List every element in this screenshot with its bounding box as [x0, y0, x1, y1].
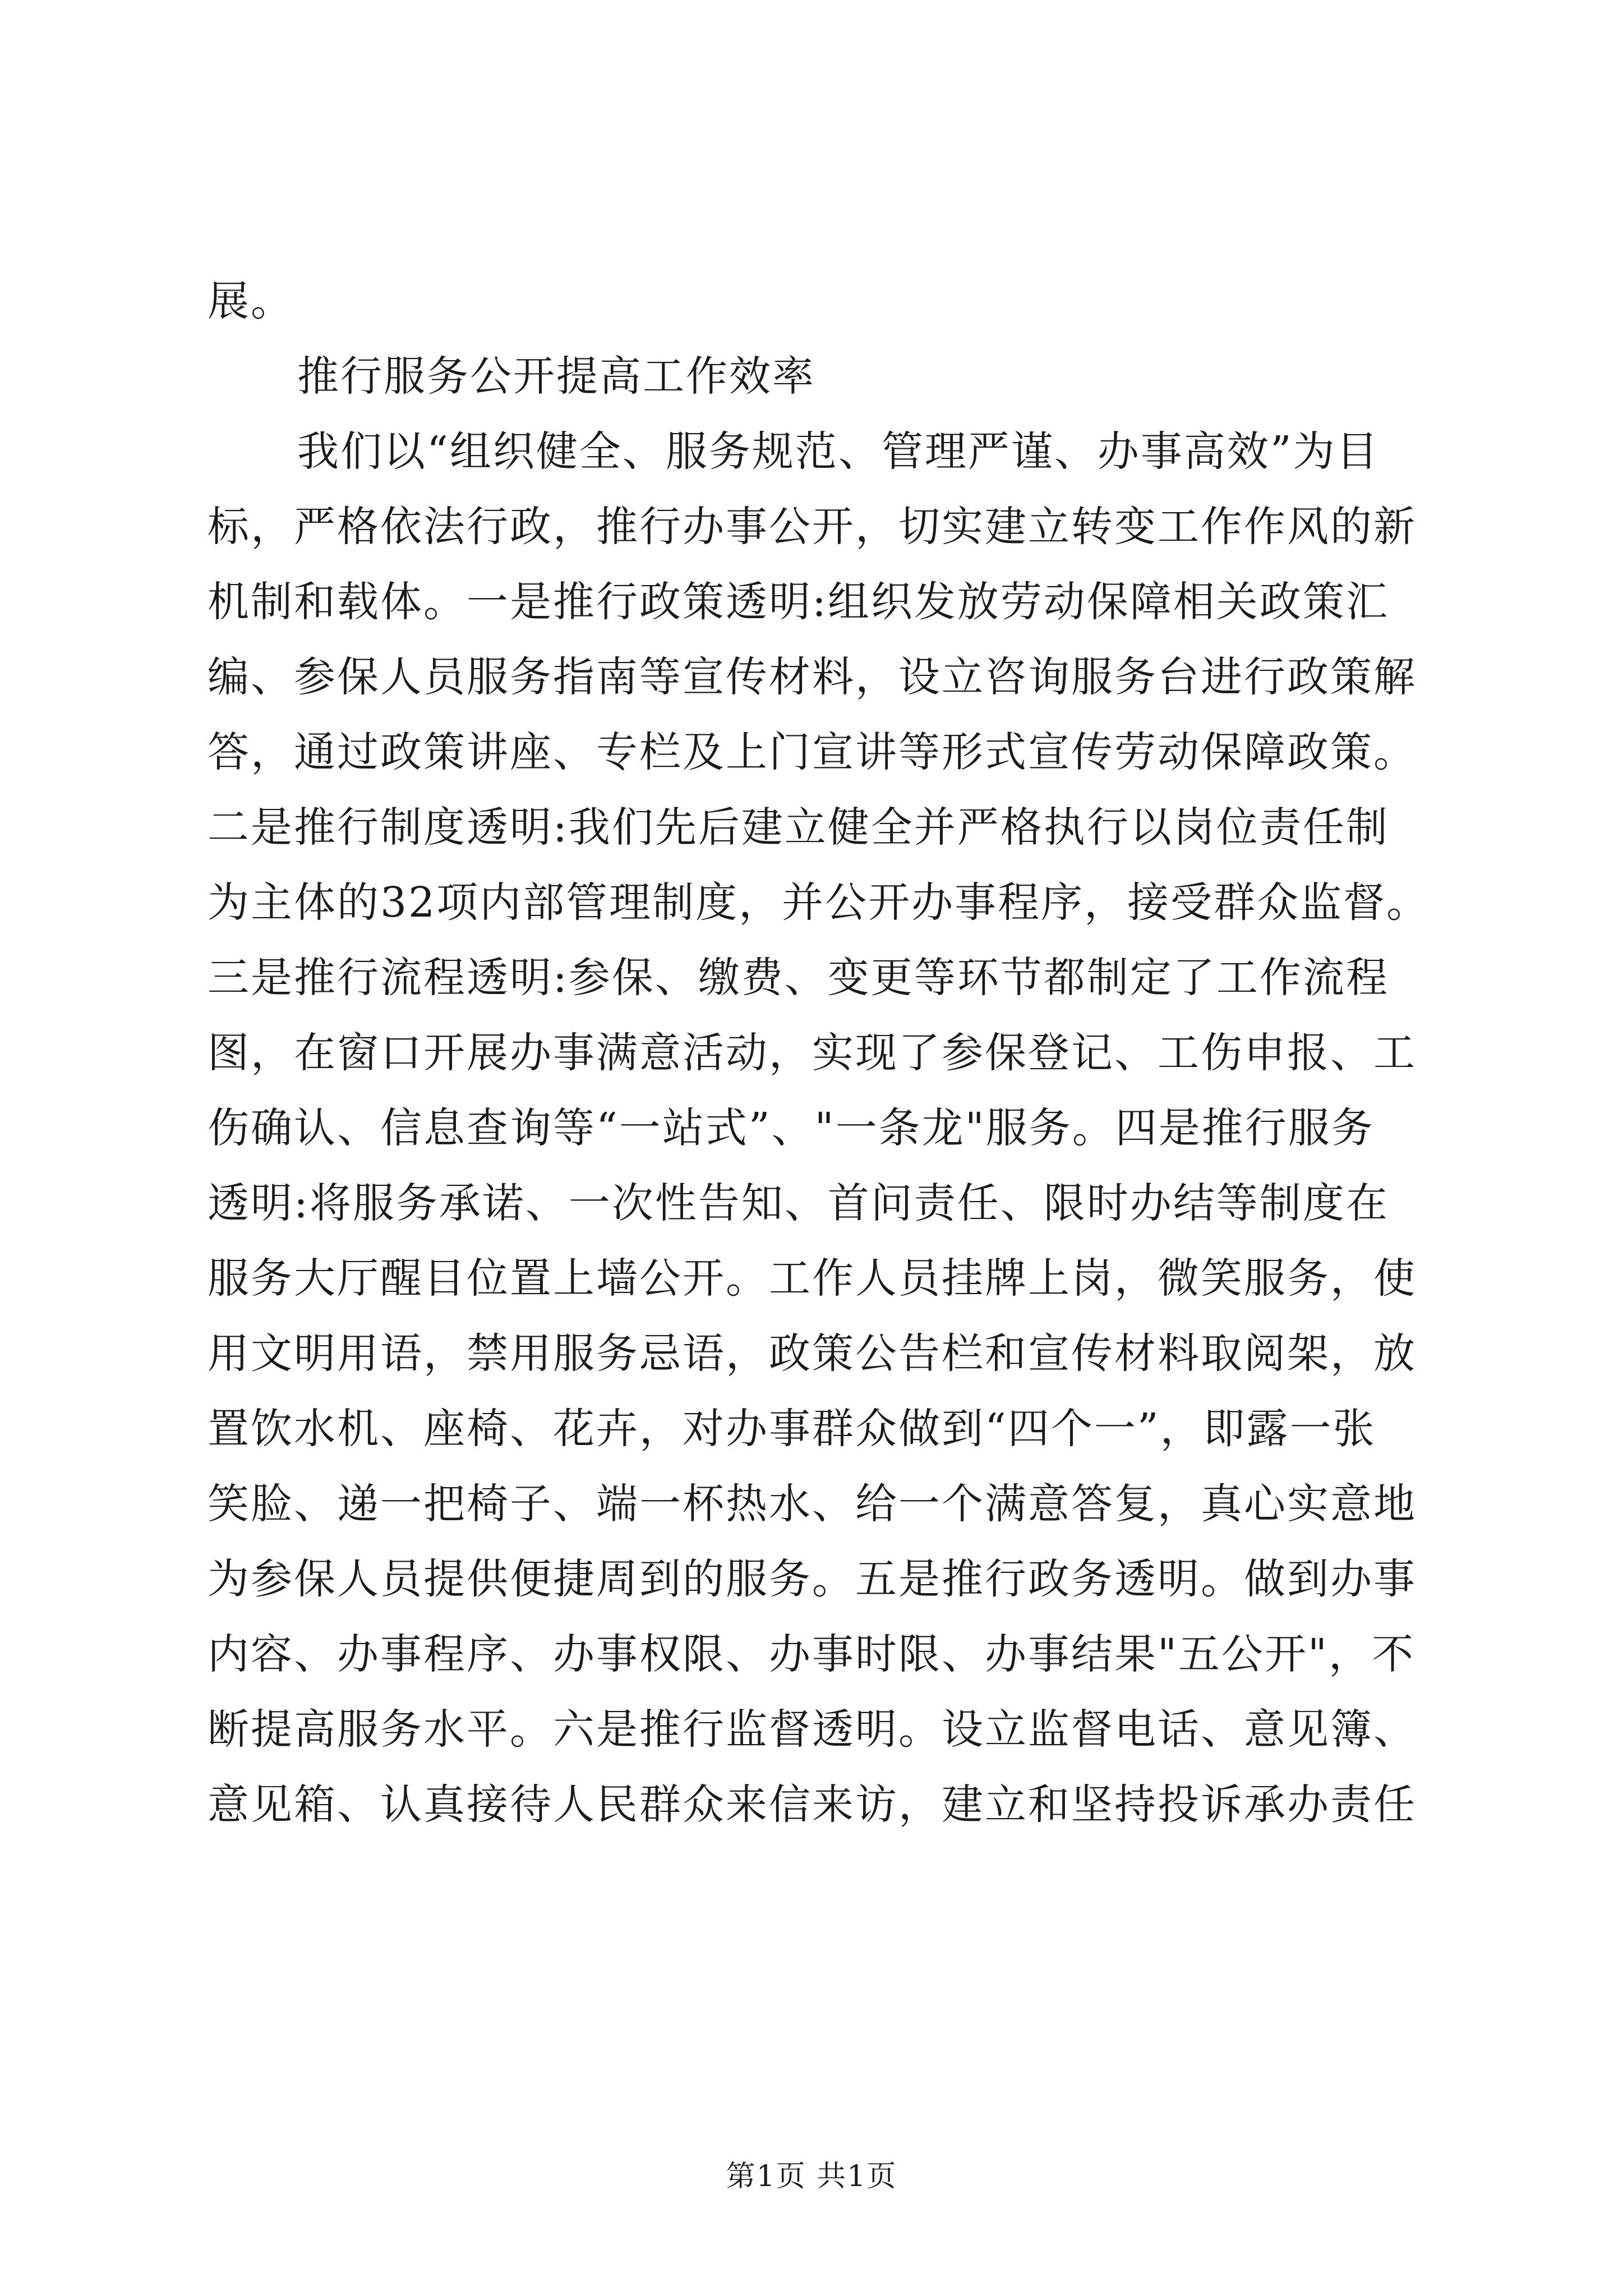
body-line: 内容、办事程序、办事权限、办事时限、办事结果"五公开"，不: [208, 1630, 1415, 1678]
body-line: 断提高服务水平。六是推行监督透明。设立监督电话、意见簿、: [208, 1705, 1417, 1754]
body-line: 置饮水机、座椅、花卉，对办事群众做到“四个一”，即露一张: [208, 1405, 1376, 1453]
body-line: 笑脸、递一把椅子、端一杯热水、给一个满意答复，真心实意地: [208, 1480, 1417, 1528]
body-line: 用文明用语，禁用服务忌语，政策公告栏和宣传材料取阅架，放: [208, 1329, 1417, 1378]
body-line: 意见箱、认真接待人民群众来信来访，建立和坚持投诉承办责任: [208, 1780, 1417, 1829]
document-body: [208, 264, 1430, 1842]
body-line: 编、参保人员服务指南等宣传材料，设立咨询服务台进行政策解: [208, 653, 1417, 701]
page-number: 第1页 共1页: [726, 2160, 897, 2193]
body-line: 二是推行制度透明:我们先后建立健全并严格执行以岗位责任制: [208, 803, 1389, 852]
body-line: 服务大厅醒目位置上墙公开。工作人员挂牌上岗，微笑服务，使: [208, 1254, 1417, 1303]
body-line: 三是推行流程透明:参保、缴费、变更等环节都制定了工作流程: [208, 954, 1389, 1002]
body-line: 为参保人员提供便捷周到的服务。五是推行政务透明。做到办事: [208, 1555, 1417, 1603]
body-line: 展。: [208, 277, 294, 325]
body-line: 我们以“组织健全、服务规范、管理严谨、办事高效”为目: [297, 427, 1380, 476]
body-line: 机制和载体。一是推行政策透明:组织发放劳动保障相关政策汇: [208, 578, 1389, 626]
body-line: 伤确认、信息查询等“一站式”、"一条龙"服务。四是推行服务: [208, 1104, 1375, 1152]
body-line: 答，通过政策讲座、专栏及上门宣讲等形式宣传劳动保障政策。: [208, 728, 1417, 776]
body-line: 为主体的32项内部管理制度，并公开办事程序，接受群众监督。: [208, 878, 1430, 927]
body-line: 透明:将服务承诺、一次性告知、首问责任、限时办结等制度在: [208, 1179, 1389, 1227]
body-line: 图，在窗口开展办事满意活动，实现了参保登记、工伤申报、工: [208, 1029, 1417, 1077]
page-footer: [0, 2157, 1623, 2196]
body-line: 标，严格依法行政，推行办事公开，切实建立转变工作作风的新: [208, 503, 1417, 551]
section-heading: 推行服务公开提高工作效率: [297, 352, 815, 401]
